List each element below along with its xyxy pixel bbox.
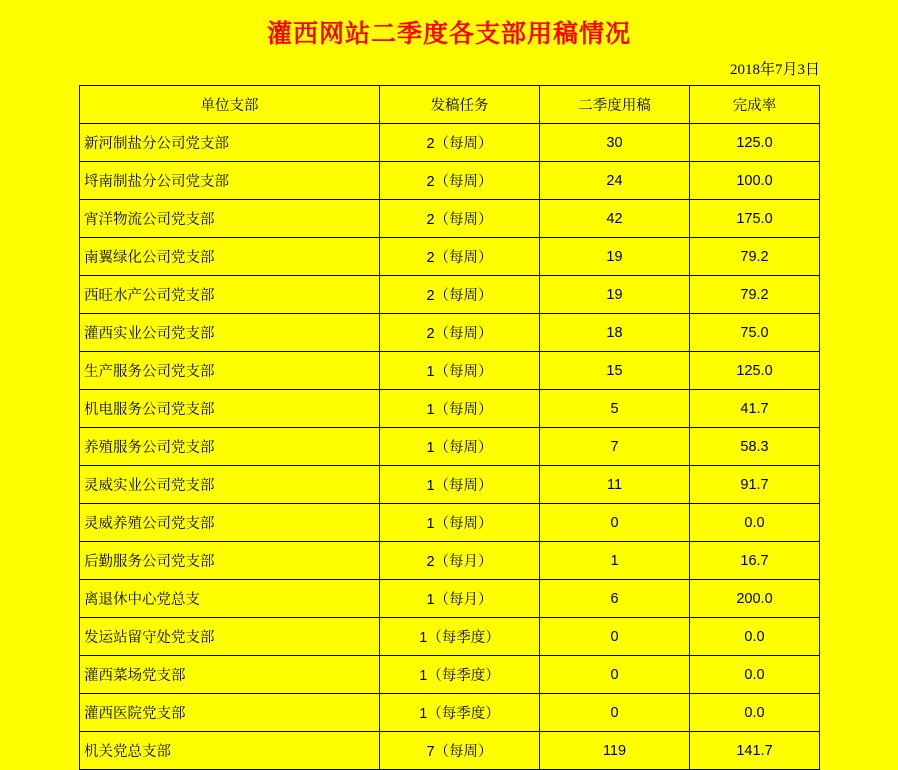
cell-count: 7 bbox=[540, 428, 690, 466]
cell-count: 18 bbox=[540, 314, 690, 352]
cell-rate: 125.0 bbox=[690, 124, 820, 162]
cell-rate: 100.0 bbox=[690, 162, 820, 200]
table-row bbox=[80, 352, 820, 390]
table-body bbox=[80, 124, 820, 770]
table-row bbox=[80, 466, 820, 504]
cell-rate: 200.0 bbox=[690, 580, 820, 618]
cell-unit: 后勤服务公司党支部 bbox=[80, 542, 380, 580]
cell-unit: 生产服务公司党支部 bbox=[80, 352, 380, 390]
cell-task: 2（每周） bbox=[380, 162, 540, 200]
table-row bbox=[80, 694, 820, 732]
cell-rate: 141.7 bbox=[690, 732, 820, 770]
table-row bbox=[80, 732, 820, 770]
table-row bbox=[80, 390, 820, 428]
cell-rate: 0.0 bbox=[690, 656, 820, 694]
cell-task: 2（每周） bbox=[380, 276, 540, 314]
cell-unit: 宵洋物流公司党支部 bbox=[80, 200, 380, 238]
cell-count: 0 bbox=[540, 504, 690, 542]
cell-task: 1（每季度） bbox=[380, 656, 540, 694]
cell-count: 119 bbox=[540, 732, 690, 770]
table-row bbox=[80, 200, 820, 238]
cell-rate: 79.2 bbox=[690, 238, 820, 276]
cell-task: 1（每周） bbox=[380, 428, 540, 466]
cell-count: 0 bbox=[540, 656, 690, 694]
cell-rate: 91.7 bbox=[690, 466, 820, 504]
cell-count: 0 bbox=[540, 618, 690, 656]
cell-unit: 灵威养殖公司党支部 bbox=[80, 504, 380, 542]
table-row bbox=[80, 162, 820, 200]
cell-task: 1（每周） bbox=[380, 466, 540, 504]
cell-unit: 机电服务公司党支部 bbox=[80, 390, 380, 428]
table-header bbox=[80, 86, 820, 124]
cell-task: 1（每周） bbox=[380, 504, 540, 542]
cell-count: 1 bbox=[540, 542, 690, 580]
cell-count: 30 bbox=[540, 124, 690, 162]
cell-unit: 机关党总支部 bbox=[80, 732, 380, 770]
cell-rate: 58.3 bbox=[690, 428, 820, 466]
table-row bbox=[80, 656, 820, 694]
column-header-unit: 单位支部 bbox=[80, 86, 380, 124]
table-row bbox=[80, 618, 820, 656]
cell-task: 1（每月） bbox=[380, 580, 540, 618]
cell-unit: 发运站留守处党支部 bbox=[80, 618, 380, 656]
report-date: 2018年7月3日 bbox=[729, 62, 820, 78]
cell-unit: 灌西菜场党支部 bbox=[80, 656, 380, 694]
cell-rate: 175.0 bbox=[690, 200, 820, 238]
cell-rate: 41.7 bbox=[690, 390, 820, 428]
table-row bbox=[80, 124, 820, 162]
cell-count: 42 bbox=[540, 200, 690, 238]
cell-rate: 0.0 bbox=[690, 504, 820, 542]
cell-task: 2（每周） bbox=[380, 314, 540, 352]
cell-count: 19 bbox=[540, 238, 690, 276]
cell-rate: 79.2 bbox=[690, 276, 820, 314]
cell-count: 0 bbox=[540, 694, 690, 732]
cell-rate: 16.7 bbox=[690, 542, 820, 580]
cell-unit: 埒南制盐分公司党支部 bbox=[80, 162, 380, 200]
cell-task: 1（每季度） bbox=[380, 694, 540, 732]
table-row bbox=[80, 580, 820, 618]
cell-task: 2（每周） bbox=[380, 200, 540, 238]
cell-count: 15 bbox=[540, 352, 690, 390]
page-title: 灌西网站二季度各支部用稿情况 bbox=[266, 21, 631, 48]
table-header-row bbox=[80, 86, 820, 124]
cell-unit: 养殖服务公司党支部 bbox=[80, 428, 380, 466]
column-header-count: 二季度用稿 bbox=[540, 86, 690, 124]
cell-count: 24 bbox=[540, 162, 690, 200]
report-table-container bbox=[79, 85, 819, 770]
cell-task: 1（每周） bbox=[380, 352, 540, 390]
cell-task: 2（每周） bbox=[380, 124, 540, 162]
table-row bbox=[80, 542, 820, 580]
cell-task: 1（每季度） bbox=[380, 618, 540, 656]
report-table bbox=[79, 85, 820, 770]
cell-rate: 0.0 bbox=[690, 618, 820, 656]
cell-unit: 灵威实业公司党支部 bbox=[80, 466, 380, 504]
cell-count: 11 bbox=[540, 466, 690, 504]
cell-count: 5 bbox=[540, 390, 690, 428]
cell-task: 1（每周） bbox=[380, 390, 540, 428]
cell-unit: 灌西实业公司党支部 bbox=[80, 314, 380, 352]
cell-unit: 离退休中心党总支 bbox=[80, 580, 380, 618]
cell-task: 7（每周） bbox=[380, 732, 540, 770]
table-row bbox=[80, 276, 820, 314]
table-row bbox=[80, 314, 820, 352]
cell-rate: 75.0 bbox=[690, 314, 820, 352]
cell-count: 19 bbox=[540, 276, 690, 314]
cell-rate: 125.0 bbox=[690, 352, 820, 390]
cell-unit: 南翼绿化公司党支部 bbox=[80, 238, 380, 276]
cell-rate: 0.0 bbox=[690, 694, 820, 732]
column-header-rate: 完成率 bbox=[690, 86, 820, 124]
table-row bbox=[80, 504, 820, 542]
cell-task: 2（每周） bbox=[380, 238, 540, 276]
table-row bbox=[80, 428, 820, 466]
cell-task: 2（每月） bbox=[380, 542, 540, 580]
table-row bbox=[80, 238, 820, 276]
cell-count: 6 bbox=[540, 580, 690, 618]
cell-unit: 新河制盐分公司党支部 bbox=[80, 124, 380, 162]
cell-unit: 西旺水产公司党支部 bbox=[80, 276, 380, 314]
column-header-task: 发稿任务 bbox=[380, 86, 540, 124]
cell-unit: 灌西医院党支部 bbox=[80, 694, 380, 732]
